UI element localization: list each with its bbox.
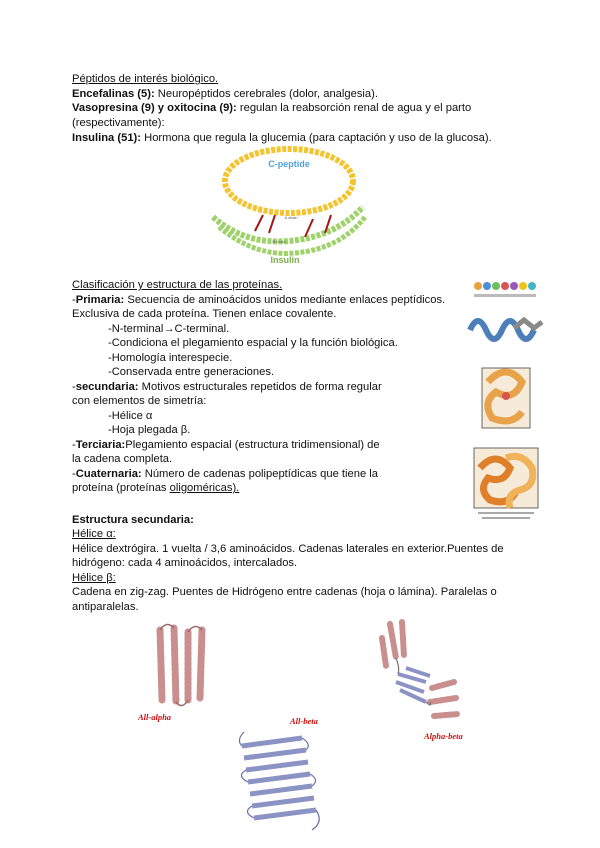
primary-structure-beads — [474, 282, 536, 297]
vasopresina-text2: (respectivamente): — [72, 117, 165, 129]
all-beta-protein-figure — [232, 726, 332, 836]
secundaria-label: secundaria: — [75, 381, 139, 393]
primaria-bullet: -N-terminal→C-terminal. — [108, 323, 230, 335]
estructura-secundaria-heading: Estructura secundaria: — [72, 514, 194, 526]
alpha-beta-protein-figure — [370, 618, 470, 730]
vasopresina-text: regulan la reabsorción renal de agua y el parto — [236, 102, 472, 114]
primaria-bullet: -Conservada entre generaciones. — [108, 366, 275, 378]
terciaria-text2: la cadena completa. — [72, 453, 173, 465]
all-beta-label: All-beta — [290, 716, 318, 726]
primaria-bullet: -Homología interespecie. — [108, 352, 233, 364]
c-peptide-label: C-peptide — [268, 159, 310, 169]
all-alpha-protein-figure — [148, 620, 218, 710]
tertiary-heme — [502, 392, 510, 400]
protein-structure-levels-figure — [466, 272, 546, 524]
primaria-label: Primaria: — [75, 294, 125, 306]
terciaria-label: Terciaria: — [75, 439, 126, 451]
secondary-helix — [470, 321, 534, 339]
all-alpha-label: All-alpha — [138, 712, 172, 722]
primaria-line: -Primaria: Secuencia de aminoácidos unidos mediante enlaces peptídicos. — [72, 294, 446, 306]
helice-alfa-label: Hélice α: — [72, 528, 116, 540]
encefalinas-label: Encefalinas (5): — [72, 88, 155, 100]
helice-beta-text2: antiparalelas. — [72, 601, 139, 613]
vasopresina-label: Vasopresina (9) y oxitocina (9): — [72, 102, 237, 114]
insulin-label: Insulin — [270, 255, 300, 265]
oligomericas-term: oligoméricas). — [169, 482, 240, 494]
encefalinas-text: Neuropéptidos cerebrales (dolor, analgesia). — [154, 88, 378, 100]
insulina-line — [72, 131, 492, 145]
secundaria-text: Motivos estructurales repetidos de forma regular — [138, 381, 382, 393]
vasopresina-line — [72, 101, 471, 115]
helice-beta-label: Hélice β: — [72, 572, 116, 584]
cuaternaria-label: Cuaternaria: — [75, 468, 142, 480]
secondary-sheet — [514, 320, 542, 328]
insulina-text: Hormona que regula la glucemia (para captación y uso de la glucosa). — [141, 132, 492, 144]
primaria-bullet: -Condiciona el plegamiento espacial y la función biológica. — [108, 337, 398, 349]
alpha-beta-label: Alpha-beta — [424, 731, 463, 741]
cuaternaria-text: Número de cadenas polipeptídicas que tiene la — [141, 468, 378, 480]
helice-alfa-text: Hélice dextrógira. 1 vuelta / 3,6 aminoácidos. Cadenas laterales en exterior.Puentes de — [72, 543, 504, 555]
insulin-figure — [205, 145, 370, 265]
cuaternaria-line: -Cuaternaria: Número de cadenas polipeptídicas que tiene la — [72, 468, 378, 480]
encefalinas-line — [72, 87, 378, 101]
b-chain-label: B chain — [272, 239, 286, 244]
primaria-text2: Exclusiva de cada proteína. Tienen enlace covalente. — [72, 308, 337, 320]
secundaria-line: -secundaria: Motivos estructurales repetidos de forma regular — [72, 381, 382, 393]
insulina-label: Insulina (51): — [72, 132, 141, 144]
terciaria-text: Plegamiento espacial (estructura tridimensional) de — [125, 439, 380, 451]
cuaternaria-text2a: proteína (proteínas — [72, 482, 170, 494]
secundaria-text2: con elementos de simetría: — [72, 395, 207, 407]
cuaternaria-text2 — [72, 481, 239, 495]
clasificacion-heading: Clasificación y estructura de las proteínas. — [72, 279, 283, 291]
helice-beta-text: Cadena en zig-zag. Puentes de Hidrógeno entre cadenas (hoja o lámina). Paralelas o — [72, 586, 497, 598]
helice-alfa-text2: hidrógeno: cada 4 aminoácidos, intercalados. — [72, 557, 298, 569]
terciaria-line: -Terciaria:Plegamiento espacial (estructura tridimensional) de — [72, 439, 380, 451]
secundaria-bullet: -Hélice α — [108, 410, 153, 422]
secundaria-bullet: -Hoja plegada β. — [108, 424, 191, 436]
a-chain-label: A chain — [284, 215, 298, 220]
primaria-text: Secuencia de aminoácidos unidos mediante enlaces peptídicos. — [124, 294, 446, 306]
peptides-heading: Péptidos de interés biológico. — [72, 73, 219, 85]
